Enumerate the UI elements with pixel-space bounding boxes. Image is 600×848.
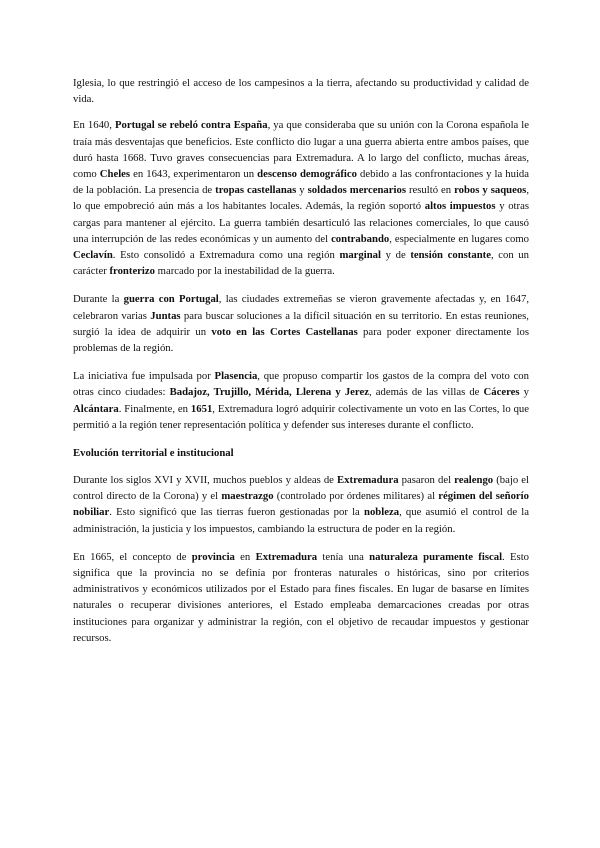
text-run: , que asumió el control de la administración, la justicia y los impuestos, cambiando la estructura de poder en la región. [73, 506, 530, 535]
bold-term: guerra con Portugal [123, 293, 219, 306]
text-run: (bajo el control directo de la Corona) y el [73, 474, 529, 503]
paragraph-plasencia-voto [73, 368, 529, 433]
text-run: para buscar soluciones a la difícil situación en su territorio. En estas reuniones, surgió la idea de adquirir un [73, 309, 529, 338]
text-run: , lo que empobreció aún más a los habitantes locales. Además, la región soportó [73, 184, 530, 213]
bold-term: tropas castellanas [215, 184, 297, 197]
bold-term: Portugal se rebeló contra España [114, 119, 268, 132]
bold-term: fronterizo [109, 265, 155, 278]
text-run: debido a las confrontaciones y la huida de la población. La presencia de [73, 168, 530, 197]
bold-term: maestrazgo [221, 490, 274, 503]
text-run: , que propuso compartir los gastos de la compra del voto con otras cinco ciudades: [73, 370, 529, 399]
text-run: . Esto consolidó a Extremadura como una región [112, 249, 340, 262]
bold-term: Badajoz, Trujillo, Mérida, Llerena y Jerez [169, 386, 369, 399]
paragraph-guerra-juntas [73, 291, 529, 356]
bold-term: Extremadura [255, 550, 318, 563]
text-run: Durante los siglos XVI y XVII, muchos pueblos y aldeas de [73, 474, 338, 487]
text-run: y otras cargas para mantener al ejército. La guerra también desarticuló las relaciones comerciales, lo que causó una interrupción de las redes económicas y un aumento del [73, 200, 529, 245]
text-run: y [296, 184, 308, 197]
text-run: resultó en [405, 184, 455, 197]
text-run: tenía una [317, 550, 370, 563]
bold-term: voto en las Cortes Castellanas [211, 325, 358, 338]
text-run: , Extremadura logró adquirir colectivamente un voto en las Cortes, lo que permitió a la región tener representación política y defender sus intereses durante el conflicto. [73, 402, 530, 431]
bold-term: descenso demográfico [257, 168, 357, 181]
text-run: En 1640, [73, 119, 115, 132]
bold-term: régimen del señorío nobiliar [73, 490, 529, 519]
bold-term: Juntas [150, 309, 181, 322]
bold-term: Extremadura [337, 474, 399, 487]
bold-term: robos y saqueos [454, 184, 527, 197]
bold-term: Cáceres [483, 386, 520, 399]
text-run: y de [381, 249, 411, 262]
text-run: . Finalmente, en [118, 402, 191, 415]
bold-term: soldados mercenarios [307, 184, 406, 197]
bold-term: altos impuestos [424, 200, 496, 213]
bold-term: Cheles [99, 168, 131, 181]
section-heading: Evolución territorial e institucional [73, 447, 234, 460]
text-run: marcado por la inestabilidad de la guerra. [154, 265, 335, 278]
bold-term: realengo [454, 474, 494, 487]
text-run: , ya que consideraba que su unión con la Corona española le traía más desventajas que beneficios. Este conflicto dio lugar a una guerra abierta entre ambos países, que duró hasta 1668. Tuvo graves consecuencias para Extremadura. A lo largo del conflicto, muchas áreas, como [73, 119, 530, 181]
text-run: . Esto significa que la provincia no se definía por fronteras naturales o históricas, sino por criterios administrativos y económicos utilizados por el Estado para fines fiscales. En lugar de basarse en límites naturales o recuperar divisiones anteriores, el Estado empleaba demarcaciones creadas por otras instituciones para organizar y administrar la región, con el objetivo de recaudar impuestos y gestionar recursos. [73, 550, 530, 644]
paragraph-text: Iglesia, lo que restringió el acceso de los campesinos a la tierra, afectando su productividad y calidad de vida. [73, 77, 529, 106]
text-run: , con un carácter [73, 249, 529, 278]
bold-term: naturaleza puramente fiscal [369, 550, 503, 563]
bold-term: 1651 [190, 402, 213, 415]
paragraph-provincia-fiscal [73, 549, 529, 646]
text-run: . Esto significó que las tierras fueron gestionadas por la [109, 506, 365, 519]
document-page [73, 75, 529, 658]
text-run: Durante la [73, 293, 124, 306]
bold-term: tensión constante [410, 249, 491, 262]
bold-term: Alcántara [73, 402, 119, 415]
text-run: , además de las villas de [368, 386, 484, 399]
text-run: , las ciudades extremeñas se vieron gravemente afectadas y, en 1647, celebraron varias [73, 293, 530, 322]
paragraph-portugal-rebellion [73, 117, 529, 279]
text-run: En 1665, el concepto de [73, 550, 192, 563]
bold-term: provincia [191, 550, 235, 563]
text-run: en 1643, experimentaron un [130, 168, 258, 181]
paragraph-senorio-nobiliar [73, 472, 529, 537]
text-run: (controlado por órdenes militares) al [273, 490, 439, 503]
text-run: La iniciativa fue impulsada por [73, 370, 215, 383]
bold-term: contrabando [331, 232, 390, 245]
text-run: para poder exponer directamente los problemas de la región. [73, 325, 529, 355]
bold-term: marginal [339, 249, 381, 262]
bold-term: Plasencia [214, 370, 258, 383]
text-run: en [234, 550, 256, 563]
text-run: , especialmente en lugares como [389, 232, 529, 245]
text-run: pasaron del [398, 474, 455, 487]
text-run: y [519, 386, 529, 399]
paragraph-iglesia [73, 75, 529, 107]
bold-term: nobleza [364, 506, 400, 519]
bold-term: Ceclavín [73, 249, 113, 262]
